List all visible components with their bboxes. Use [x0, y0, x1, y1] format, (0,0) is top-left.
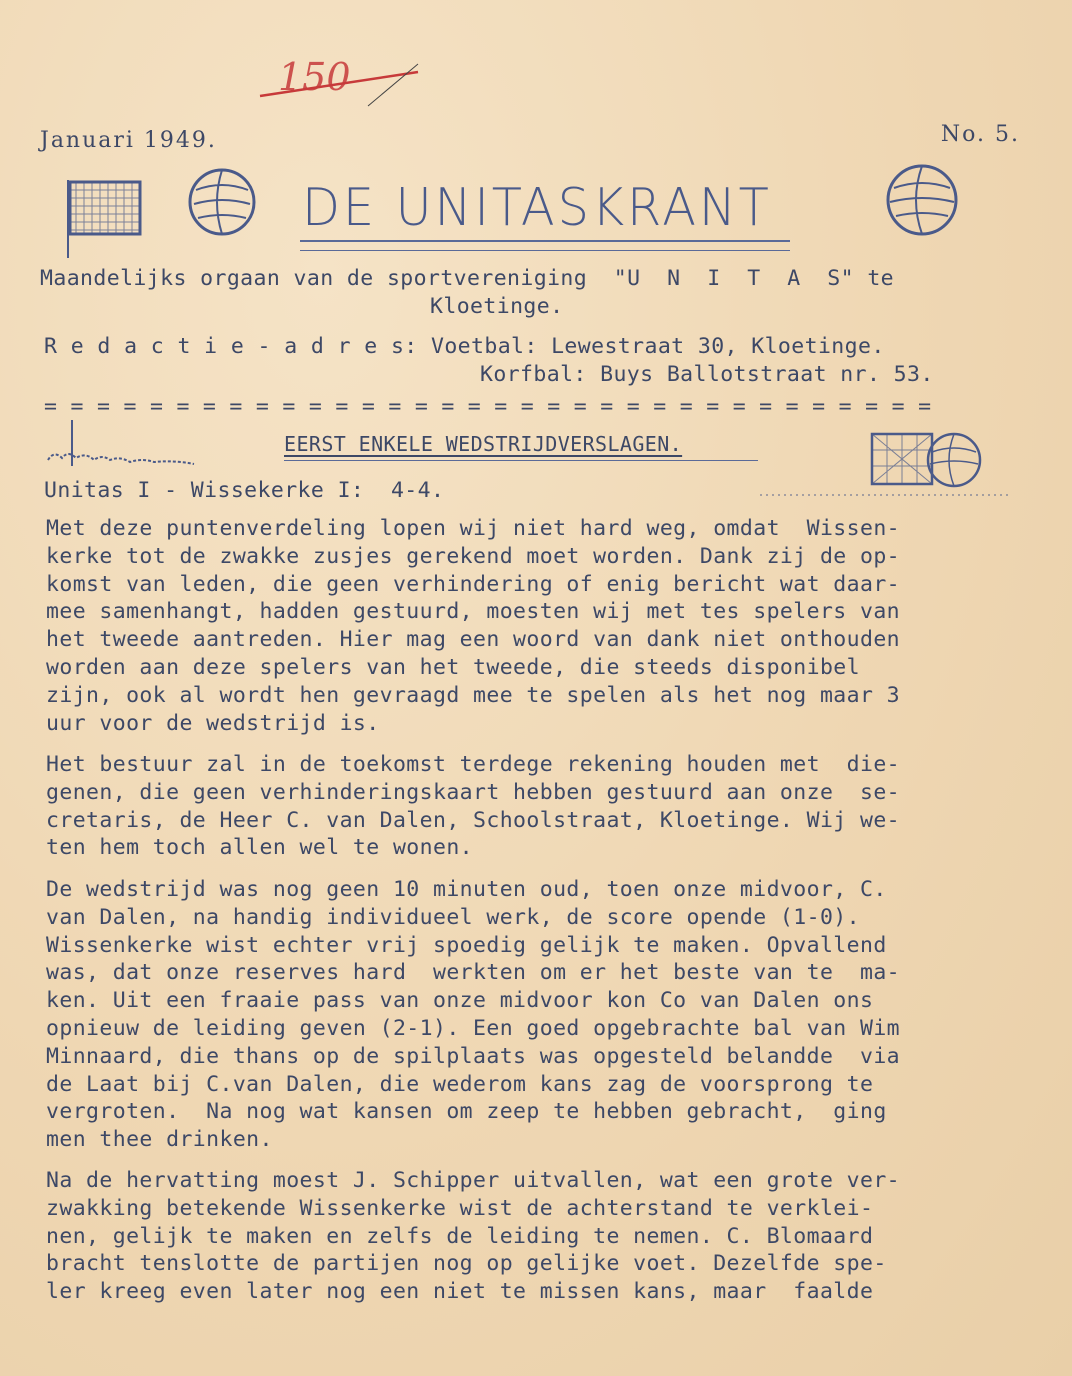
article-line: uur voor de wedstrijd is. [46, 710, 380, 736]
article-line: ten hem toch allen wel te wonen. [46, 835, 474, 861]
issue-date: Januari 1949. [40, 128, 217, 153]
players-illustration [44, 418, 274, 468]
separator-line: = = = = = = = = = = = = = = = = = = = = = = = = = = = = = = = = = = [44, 394, 932, 419]
article-line: Met deze puntenverdeling lopen wij niet hard weg, omdat Wissen- [46, 516, 901, 541]
article-line: cretaris, de Heer C. van Dalen, Schoolstraat, Kloetinge. Wij we- [46, 807, 901, 833]
article-line: Minnaard, die thans op de spilplaats was opgesteld belandde via [46, 1043, 901, 1069]
tagline-line-1: Maandelijks orgaan van de sportvereniging "U N I T A S" te [40, 266, 895, 291]
masthead-title: DE UNITASKRANT [302, 178, 772, 238]
masthead-rule [300, 240, 790, 251]
article-line: men thee drinken. [46, 1127, 273, 1153]
section-heading: EERST ENKELE WEDSTRIJDVERSLAGEN. [284, 432, 683, 456]
article-line: Wissenkerke wist echter vrij spoedig gelijk te maken. Opvallend [46, 932, 887, 958]
article-line: mee samenhangt, hadden gestuurd, moesten wij met tes spelers van [46, 599, 901, 625]
pencil-number: 150 [278, 55, 351, 99]
tagline-line-2: Kloetinge. [430, 294, 564, 319]
goal-with-ball-icon [866, 420, 996, 496]
article-line: bracht tenslotte de partijen nog op gelijke voet. Dezelfde spe- [46, 1251, 887, 1277]
article-line: ler kreeg even later nog een niet te missen kans, maar faalde [46, 1279, 874, 1305]
pencil-stroke [368, 64, 418, 106]
address-line-2: Korfbal: Buys Ballotstraat nr. 53. [480, 362, 934, 387]
issue-number: No. 5. [940, 122, 1020, 147]
article-line: het tweede aantreden. Hier mag een woord van dank niet onthouden [46, 627, 901, 653]
article-line: de Laat bij C.van Dalen, die wederom kans zag de voorsprong te [46, 1071, 874, 1097]
heading-underline [284, 460, 758, 461]
article-line: zijn, ook al wordt hen gevraagd mee te spelen als het nog maar 3 [46, 682, 901, 708]
article-line: worden aan deze spelers van het tweede, die steeds disponibel [46, 655, 860, 680]
article-line: was, dat onze reserves hard werkten om er het beste van te ma- [46, 960, 901, 986]
football-icon [880, 158, 964, 242]
article-line: Na de hervatting moest J. Schipper uitvallen, wat een grote ver- [46, 1168, 901, 1193]
article-line: De wedstrijd was nog geen 10 minuten oud, toen onze midvoor, C. [46, 877, 887, 902]
article-line: genen, die geen verhinderingskaart hebben gestuurd aan onze se- [46, 779, 901, 805]
goal-net-icon [62, 170, 152, 260]
article-line: van Dalen, na handig individueel werk, de score opende (1-0). [46, 904, 860, 930]
article-line: komst van leden, die geen verhindering of enig bericht wat daar- [46, 571, 901, 597]
article-line: opnieuw de leiding geven (2-1). Een goed opgebrachte bal van Wim [46, 1016, 901, 1041]
football-icon [182, 162, 262, 242]
article-line: Het bestuur zal in de toekomst terdege rekening houden met die- [46, 752, 901, 777]
pencil-number-mark [258, 50, 428, 110]
article-line: kerke tot de zwakke zusjes gerekend moet worden. Dank zij de op- [46, 543, 901, 569]
article-line: zwakking betekende Wissenkerke wist de achterstand te verklei- [46, 1195, 874, 1221]
dotted-line-decoration [760, 490, 1010, 500]
address-line-1: R e d a c t i e - a d r e s: Voetbal: Lewestraat 30, Kloetinge. [44, 334, 885, 359]
article-line: ken. Uit een fraaie pass van onze midvoor kon Co van Dalen ons [46, 988, 874, 1014]
article-line: vergroten. Na nog wat kansen om zeep te hebben gebracht, ging [46, 1099, 887, 1125]
match-title: Unitas I - Wissekerke I: 4-4. [44, 478, 445, 503]
article-line: nen, gelijk te maken en zelfs de leiding te nemen. C. Blomaard [46, 1223, 874, 1249]
